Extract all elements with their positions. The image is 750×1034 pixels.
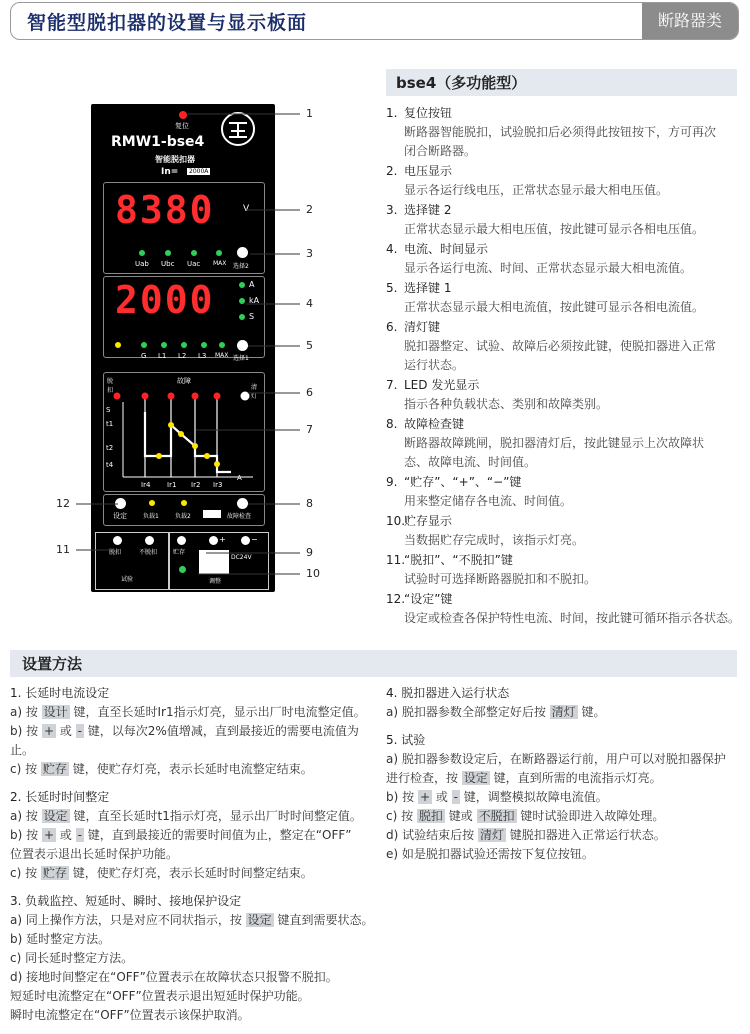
spec-heading [386,104,742,123]
setup-right-column [386,684,742,873]
callout-2: 2 [306,203,313,216]
spec-heading [386,512,742,531]
model-label: RMW1-bse4 [111,134,205,150]
spec-item [386,551,742,589]
step-text: b) 按 [10,828,42,842]
spec-item [386,279,742,317]
setup-group-title: 5. 试验 [386,733,426,747]
setup-header [10,650,737,677]
spec-name: LED 发光显示 [404,378,480,392]
callout-6: 6 [306,386,313,399]
setup-step [10,864,380,883]
setup-step [10,930,380,949]
key-label: 贮存 [42,762,67,776]
callout-1: 1 [306,107,313,120]
setup-step [10,826,380,845]
spec-name: “设定”键 [404,592,453,606]
spec-heading [386,551,742,570]
spec-desc: 正常状态显示最大相电流值，按此键可显示各相电流值。 [404,300,705,314]
select2-label: 选择2 [233,263,249,270]
adjust-label: 调整 [209,578,222,585]
spec-number: 4. [386,242,398,256]
spec-item [386,104,742,161]
curve-y-label: S [106,406,111,414]
key-label: 脱扣 [418,809,443,823]
spec-name: 清灯键 [404,320,441,334]
callout-3: 3 [306,247,313,260]
step-text: 键或 [444,809,477,823]
spec-heading [386,318,742,337]
curve-x-label: Ir4 [141,481,151,489]
curve-y-label: t4 [106,461,114,469]
dc-label: DC24V [231,554,252,561]
spec-desc: 断路器智能脱扣，试验脱扣后必须得此按钮按下，方可再次 [404,125,717,139]
unit-label: S [249,312,255,321]
spec-number: 5. [386,281,398,295]
spec-name: 电压显示 [404,164,453,178]
step-text: 位置表示退出长延时保护功能。 [10,847,179,861]
key-label: + [43,724,54,738]
spec-number: 11. [386,553,406,567]
led-label: G [141,352,147,360]
spec-number: 8. [386,417,398,431]
spec-heading [386,201,742,220]
setup-group [10,892,380,1025]
curve-x-label: Ir1 [167,481,177,489]
step-text: 进行检查，按 [386,771,462,785]
setup-step [10,703,380,722]
step-text: e) 如是脱扣器试验还需按下复位按钮。 [386,847,594,861]
spec-number: 12. [386,592,406,606]
spec-header [386,69,737,96]
spec-heading [386,240,742,259]
spec-name: 选择键 1 [404,281,452,295]
led-label: Ubc [161,260,175,268]
in-value: 2000A [189,168,209,175]
voltage-display: 8380 [115,188,215,232]
test-label: 试验 [121,576,134,583]
step-text: c) 按 [386,809,417,823]
key-label: 不脱扣 [478,809,515,823]
led-label: L3 [198,352,207,360]
minus-label: − [251,535,258,544]
spec-number: 1. [386,106,398,120]
fault-label: 故障 [177,377,191,385]
setup-step [10,807,380,826]
key-label: 清灯 [551,705,576,719]
key-label: 贮存 [42,866,67,880]
page-title: 智能型脱扣器的设置与显示板面 [27,12,308,34]
clear-label: 清灯 [251,384,258,400]
spec-name: “贮存”、“+”、“−”键 [404,475,522,489]
key-label: 清灯 [479,828,504,842]
callout-7: 7 [306,423,313,436]
setup-step [10,845,380,864]
step-text: a) 同上操作方法，只是对应不同状指示，按 [10,913,246,927]
spec-desc: 运行状态。 [404,358,465,372]
step-text: 键，调整模拟故障电流值。 [459,790,608,804]
setup-group [10,684,380,779]
led-label: L1 [158,352,167,360]
button-label: 负载1 [143,513,159,520]
setup-step [10,760,380,779]
step-text: a) 脱扣器参数全部整定好后按 [386,705,550,719]
key-label: 设计 [43,705,68,719]
step-text: 或 [56,724,76,738]
select1-label: 选择1 [233,355,249,362]
spec-item [386,240,742,278]
spec-number: 10. [386,514,406,528]
step-text: b) 按 [10,724,42,738]
key-label: 设定 [247,913,272,927]
curve-x-label: Ir2 [191,481,201,489]
setup-step [10,949,380,968]
spec-item [386,376,742,414]
step-text: d) 接地时间整定在“OFF”位置表示在故障状态只报警不脱扣。 [10,970,338,984]
key-label: - [77,828,82,842]
setup-group-title: 1. 长延时电流设定 [10,686,110,700]
step-text: 键，直到所需的电流指示灯亮。 [489,771,662,785]
spec-name: 电流、时间显示 [404,242,489,256]
callout-10: 10 [306,567,320,580]
step-text: c) 按 [10,762,41,776]
setup-step [10,1006,380,1025]
step-text: 短延时电流整定在“OFF”位置表示退出短延时保护功能。 [10,989,310,1003]
spec-desc: 正常状态显示最大相电压值，按此键可显示各相电压值。 [404,222,705,236]
step-text: c) 同长延时整定方法。 [10,951,134,965]
setup-step [386,845,742,864]
spec-number: 6. [386,320,398,334]
led-label: Uac [187,260,201,268]
spec-desc: 当数据贮存完成时，该指示灯亮。 [404,533,585,547]
step-text: 键，使贮存灯亮，表示长延时电流整定结束。 [68,762,313,776]
spec-desc: 指示各种负载状态、类别和故障类别。 [404,397,609,411]
setup-step [386,769,742,788]
setup-group [386,731,742,864]
spec-desc: 试验时可选择断路器脱扣和不脱扣。 [404,572,597,586]
button-label: 设定 [113,512,127,520]
callout-4: 4 [306,297,313,310]
key-label: 设定 [463,771,488,785]
led-label: L2 [178,352,187,360]
step-text: b) 按 [386,790,418,804]
step-text: 键直到需要状态。 [273,913,374,927]
setup-title: 设置方法 [22,655,83,673]
callout-12: 12 [56,497,70,510]
spec-desc: 脱扣器整定、试验、故障后必须按此键，使脱扣器进入正常 [404,339,717,353]
step-text: 键，直至长延时Ir1指示灯亮，显示出厂时电流整定值。 [69,705,366,719]
test-button-label: 脱扣 [109,549,122,556]
spec-heading [386,473,742,492]
step-text: 键时试验即进入故障处理。 [516,809,665,823]
step-text: 或 [432,790,452,804]
test-button-label: 不脱扣 [139,549,158,556]
button-label: 故障检查 [227,513,252,520]
key-label: + [419,790,430,804]
store-label: 贮存 [173,549,186,556]
spec-item [386,162,742,200]
spec-desc: 闭合断路器。 [404,144,477,158]
spec-title: bse4（多功能型） [396,74,527,92]
plus-label: + [219,535,226,544]
unit-label: A [249,280,255,289]
spec-list [386,104,742,629]
spec-heading [386,590,742,609]
spec-heading [386,415,742,434]
spec-desc: 显示各运行线电压，正常状态显示最大相电压值。 [404,183,669,197]
spec-number: 3. [386,203,398,217]
step-text: 键，直至长延时t1指示灯亮，显示出厂时时间整定值。 [69,809,362,823]
setup-step [10,722,380,760]
spec-name: 贮存显示 [404,514,453,528]
spec-desc: 断路器故障跳闸，脱扣器清灯后，按此键显示上次故障状 [404,436,705,450]
setup-group [10,788,380,883]
spec-item [386,473,742,511]
curve-y-label: t2 [106,444,114,452]
setup-step [10,968,380,987]
step-text: a) 脱扣器参数设定后，在断路器运行前，用户可以对脱扣器保护 [386,752,726,766]
spec-heading [386,162,742,181]
subtitle-label: 智能脱扣器 [155,155,195,164]
in-label: In= [161,167,179,177]
setup-group-title: 2. 长延时时间整定 [10,790,110,804]
step-text: 瞬时电流整定在“OFF”位置表示该保护取消。 [10,1008,250,1022]
spec-name: 复位按钮 [404,106,453,120]
step-text: b) 延时整定方法。 [10,932,111,946]
led-label: MAX [213,260,227,267]
setup-left-column [10,684,380,1034]
setup-step [386,826,742,845]
voltage-unit: V [243,204,250,214]
step-text: d) 试验结束后按 [386,828,478,842]
callout-5: 5 [306,339,313,352]
spec-heading [386,376,742,395]
category-badge: 断路器类 [642,3,738,39]
step-text: 键，直到最接近的需要时间值为止，整定在“OFF” [83,828,352,842]
callout-11: 11 [56,543,70,556]
curve-y-label: t1 [106,420,114,428]
key-label: + [43,828,54,842]
reset-label: 复位 [175,122,189,130]
step-text: a) 按 [10,705,42,719]
step-text: c) 按 [10,866,41,880]
spec-item [386,512,742,550]
spec-desc: 态、故障电流、时间值。 [404,455,537,469]
spec-name: 选择键 2 [404,203,452,217]
current-display: 2000 [115,278,215,322]
key-label: - [453,790,458,804]
led-label: Uab [135,260,149,268]
setup-group-title: 3. 负载监控、短延时、瞬时、接地保护设定 [10,894,242,908]
setup-step [386,788,742,807]
spec-heading [386,279,742,298]
curve-x-label: A [237,474,242,482]
spec-number: 7. [386,378,398,392]
step-text: 键脱扣器进入正常运行状态。 [505,828,666,842]
setup-step [386,703,742,722]
trip-label: 脱扣 [107,378,114,394]
spec-item [386,415,742,472]
spec-name: 故障检查键 [404,417,465,431]
curve-x-label: Ir3 [213,481,223,489]
spec-name: “脱扣”、“不脱扣”键 [404,553,513,567]
unit-label: kA [249,296,260,305]
callout-9: 9 [306,546,313,559]
callout-8: 8 [306,497,313,510]
setup-group [386,684,742,722]
step-text: 键，使贮存灯亮，表示长延时时间整定结束。 [68,866,313,880]
button-label: 负载2 [175,513,191,520]
setup-group-title: 4. 脱扣器进入运行状态 [386,686,510,700]
step-text: 或 [56,828,76,842]
step-text: 键，以每次2%值增减，直到最接近的需要电流值为止。 [10,724,359,757]
setup-step [386,750,742,769]
setup-step [10,911,380,930]
spec-item [386,201,742,239]
spec-item [386,590,742,628]
spec-number: 2. [386,164,398,178]
key-label: - [77,724,82,738]
key-label: 设定 [43,809,68,823]
step-text: 键。 [577,705,606,719]
step-text: a) 按 [10,809,42,823]
led-label: MAX [215,352,229,359]
spec-item [386,318,742,375]
setup-step [10,987,380,1006]
setup-step [386,807,742,826]
spec-number: 9. [386,475,398,489]
spec-desc: 用来整定储存各电流、时间值。 [404,494,573,508]
spec-desc: 设定或检查各保护特性电流、时间，按此键可循环指示各状态。 [404,611,741,625]
spec-desc: 显示各运行电流、时间、正常状态显示最大相电流值。 [404,261,693,275]
